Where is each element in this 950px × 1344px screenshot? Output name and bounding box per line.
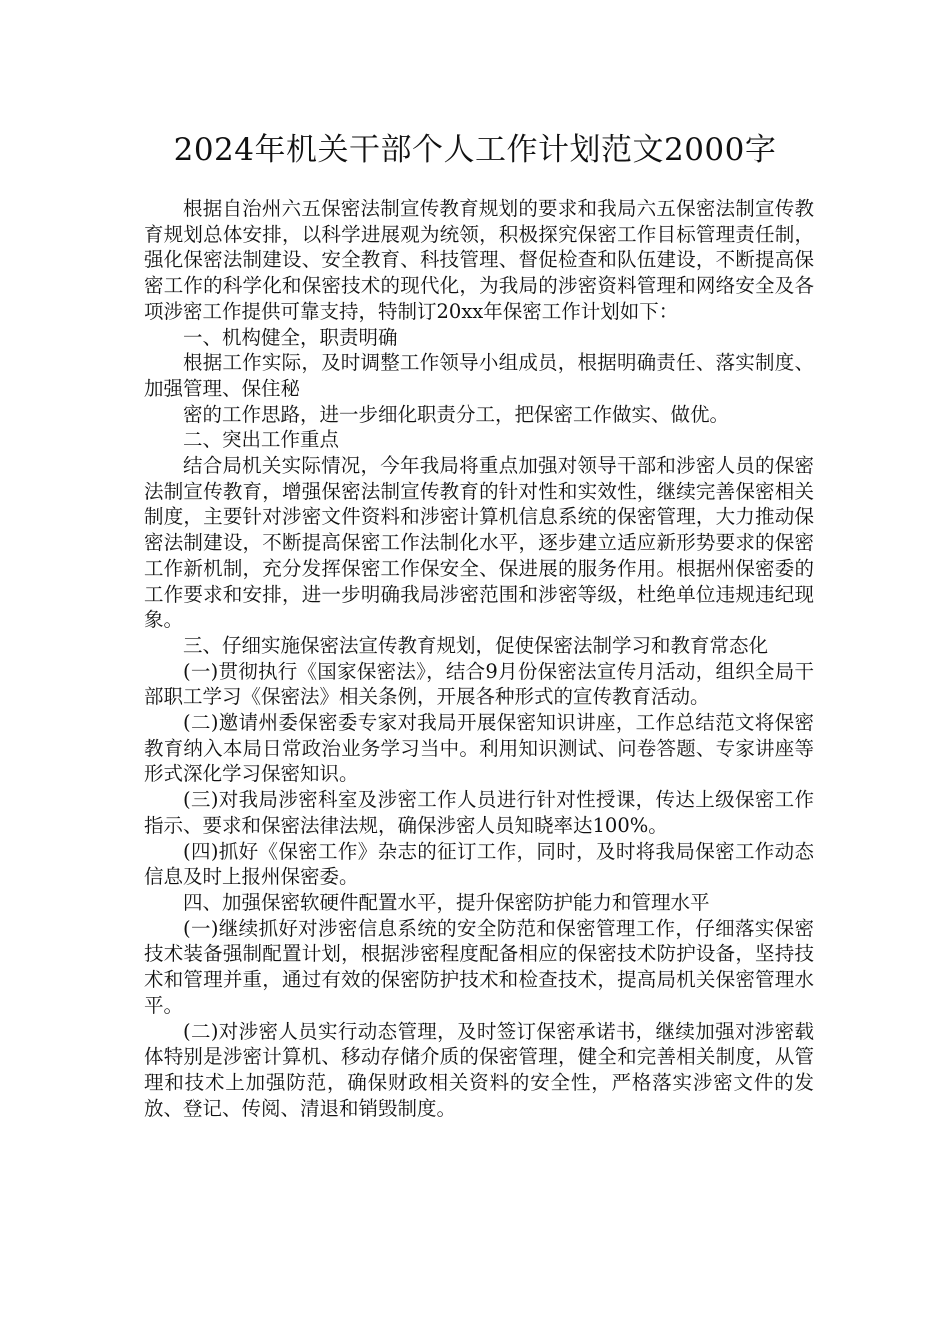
- body-paragraph: 结合局机关实际情况，今年我局将重点加强对领导干部和涉密人员的保密法制宣传教育，增强保密法制宣传教育的针对性和实效性，继续完善保密相关制度，主要针对涉密文件资料和涉密计算机信息系统的保密管理，大力推动保密法制建设，不断提高保密工作法制化水平，逐步建立适应新形势要求的保密工作新机制，充分发挥保密工作保安全、保进展的服务作用。根据州保密委的工作要求和安排，进一步明确我局涉密范围和涉密等级，杜绝单位违规违纪现象。: [144, 454, 814, 632]
- section-heading-3: 三、仔细实施保密法宣传教育规划，促使保密法制学习和教育常态化: [183, 633, 769, 657]
- section-heading-4: 四、加强保密软硬件配置水平，提升保密防护能力和管理水平: [183, 890, 710, 914]
- body-paragraph: 根据工作实际，及时调整工作领导小组成员，根据明确责任、落实制度、加强管理、保住秘: [144, 351, 814, 400]
- list-item-paragraph: (三)对我局涉密科室及涉密工作人员进行针对性授课，传达上级保密工作指示、要求和保密法律法规，确保涉密人员知晓率达100%。: [144, 788, 814, 837]
- document-title: 2024年机关干部个人工作计划范文2000字: [173, 132, 777, 168]
- list-item-paragraph: (一)继续抓好对涉密信息系统的安全防范和保密管理工作，仔细落实保密技术装备强制配置计划，根据涉密程度配备相应的保密技术防护设备，坚持技术和管理并重，通过有效的保密防护技术和检查技术，提高局机关保密管理水平。: [144, 916, 814, 1017]
- list-item-paragraph: (二)对涉密人员实行动态管理，及时签订保密承诺书，继续加强对涉密载体特别是涉密计算机、移动存储介质的保密管理，健全和完善相关制度，从管理和技术上加强防范，确保财政相关资料的安全性，严格落实涉密文件的发放、登记、传阅、清退和销毁制度。: [144, 1019, 814, 1120]
- section-heading-2: 二、突出工作重点: [183, 428, 340, 452]
- list-item-paragraph: (二)邀请州委保密委专家对我局开展保密知识讲座，工作总结范文将保密教育纳入本局日常政治业务学习当中。利用知识测试、问卷答题、专家讲座等形式深化学习保密知识。: [144, 711, 814, 786]
- body-paragraph: 密的工作思路，进一步细化职责分工，把保密工作做实、做优。: [183, 402, 730, 426]
- section-heading-1: 一、机构健全，职责明确: [183, 325, 398, 349]
- document-body: [144, 196, 814, 1121]
- list-item-paragraph: (一)贯彻执行《国家保密法》，结合9月份保密法宣传月活动，组织全局干部职工学习《保密法》相关条例，开展各种形式的宣传教育活动。: [144, 659, 814, 709]
- intro-paragraph: 根据自治州六五保密法制宣传教育规划的要求和我局六五保密法制宣传教育规划总体安排，以科学进展观为统领，积极探究保密工作目标管理责任制，强化保密法制建设、安全教育、科技管理、督促检查和队伍建设，不断提高保密工作的科学化和保密技术的现代化，为我局的涉密资料管理和网络安全及各项涉密工作提供可靠支持，特制订20xx年保密工作计划如下：: [144, 197, 814, 323]
- list-item-paragraph: (四)抓好《保密工作》杂志的征订工作，同时，及时将我局保密工作动态信息及时上报州保密委。: [144, 839, 814, 889]
